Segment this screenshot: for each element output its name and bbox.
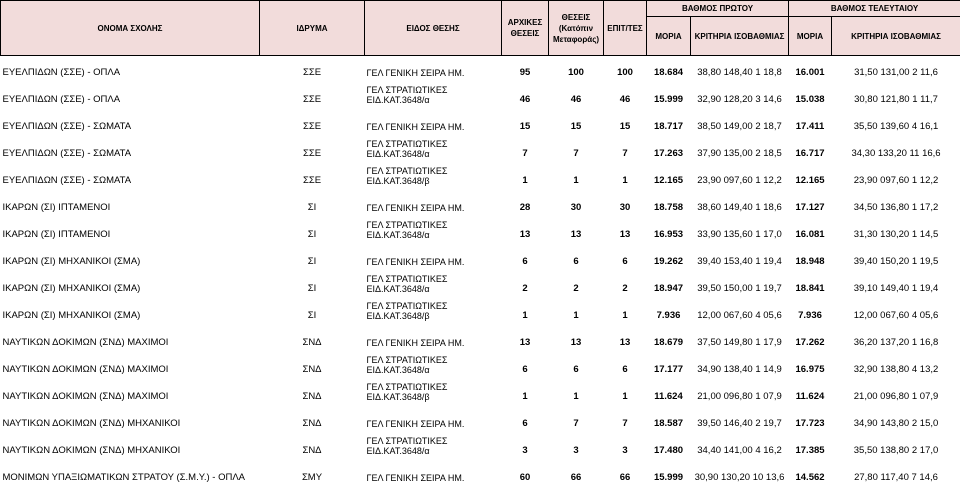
header-position-type: ΕΙΔΟΣ ΘΕΣΗΣ: [365, 1, 502, 56]
institution-cell: ΣΣΕ: [260, 159, 365, 186]
table-row: [1, 267, 960, 294]
position-type-line2: ΕΙΔ.ΚΑΤ.3648/α: [367, 365, 500, 375]
position-type-cell: [365, 375, 502, 402]
header-first-points: ΜΟΡΙΑ: [647, 17, 691, 56]
last-points-cell: 17.411: [789, 105, 832, 132]
first-points-cell: 18.947: [647, 267, 691, 294]
school-cell: ΕΥΕΛΠΙΔΩΝ (ΣΣΕ) - ΣΩΜΑΤΑ: [1, 105, 260, 132]
position-type-cell: [365, 294, 502, 321]
table-row: [1, 159, 960, 186]
first-tiebreak-cell: 39,40 153,40 1 19,4: [691, 240, 789, 267]
seats-after-cell: 66: [549, 456, 604, 483]
last-points-cell: 17.127: [789, 186, 832, 213]
header-seats-after: ΘΕΣΕΙΣ (Κατόπιν Μεταφοράς): [549, 1, 604, 56]
table-row: [1, 61, 960, 78]
position-type-cell: [365, 348, 502, 375]
school-cell: ΕΥΕΛΠΙΔΩΝ (ΣΣΕ) - ΣΩΜΑΤΑ: [1, 159, 260, 186]
position-type-line2: ΓΕΛ ΓΕΝΙΚΗ ΣΕΙΡΑ ΗΜ.: [367, 419, 500, 429]
header-last-tiebreak: ΚΡΙΤΗΡΙΑ ΙΣΟΒΑΘΜΙΑΣ: [832, 17, 960, 56]
institution-cell: ΣΣΕ: [260, 105, 365, 132]
first-tiebreak-cell: 32,90 128,20 3 14,6: [691, 78, 789, 105]
last-tiebreak-cell: 23,90 097,60 1 12,2: [832, 159, 960, 186]
first-points-cell: 18.717: [647, 105, 691, 132]
position-type-line1: ΓΕΛ ΣΤΡΑΤΙΩΤΙΚΕΣ: [367, 85, 500, 95]
initial-seats-cell: 6: [502, 240, 549, 267]
table-row: [1, 132, 960, 159]
table-row: [1, 321, 960, 348]
position-type-line2: ΓΕΛ ΓΕΝΙΚΗ ΣΕΙΡΑ ΗΜ.: [367, 257, 500, 267]
initial-seats-cell: 13: [502, 213, 549, 240]
initial-seats-cell: 6: [502, 402, 549, 429]
institution-cell: ΣΝΔ: [260, 348, 365, 375]
position-type-cell: [365, 429, 502, 456]
last-points-cell: 18.948: [789, 240, 832, 267]
seats-after-cell: 7: [549, 132, 604, 159]
table-row: [1, 402, 960, 429]
initial-seats-cell: 46: [502, 78, 549, 105]
seats-after-cell: 7: [549, 402, 604, 429]
header-institution: ΙΔΡΥΜΑ: [260, 1, 365, 56]
first-tiebreak-cell: 30,90 130,20 10 13,6: [691, 456, 789, 483]
first-points-cell: 18.679: [647, 321, 691, 348]
position-type-line2: ΕΙΔ.ΚΑΤ.3648/β: [367, 176, 500, 186]
first-tiebreak-cell: 33,90 135,60 1 17,0: [691, 213, 789, 240]
institution-cell: ΣΣΕ: [260, 78, 365, 105]
table-row: [1, 240, 960, 267]
first-points-cell: 17.177: [647, 348, 691, 375]
first-tiebreak-cell: 34,90 138,40 1 14,9: [691, 348, 789, 375]
last-tiebreak-cell: 39,10 149,40 1 19,4: [832, 267, 960, 294]
position-type-line1: ΓΕΛ ΣΤΡΑΤΙΩΤΙΚΕΣ: [367, 301, 500, 311]
header-first-tiebreak: ΚΡΙΤΗΡΙΑ ΙΣΟΒΑΘΜΙΑΣ: [691, 17, 789, 56]
first-points-cell: 15.999: [647, 456, 691, 483]
successful-cell: 1: [604, 294, 647, 321]
school-cell: ΙΚΑΡΩΝ (ΣΙ) ΙΠΤΑΜΕΝΟΙ: [1, 213, 260, 240]
institution-cell: ΣΣΕ: [260, 61, 365, 78]
position-type-line2: ΕΙΔ.ΚΑΤ.3648/α: [367, 284, 500, 294]
last-points-cell: 16.717: [789, 132, 832, 159]
position-type-line2: ΓΕΛ ΓΕΝΙΚΗ ΣΕΙΡΑ ΗΜ.: [367, 68, 500, 78]
institution-cell: ΣΜΥ: [260, 456, 365, 483]
seats-after-cell: 46: [549, 78, 604, 105]
successful-cell: 2: [604, 267, 647, 294]
last-tiebreak-cell: 21,00 096,80 1 07,9: [832, 375, 960, 402]
seats-after-cell: 1: [549, 375, 604, 402]
school-cell: ΕΥΕΛΠΙΔΩΝ (ΣΣΕ) - ΟΠΛΑ: [1, 78, 260, 105]
position-type-line2: ΕΙΔ.ΚΑΤ.3648/α: [367, 95, 500, 105]
first-points-cell: 15.999: [647, 78, 691, 105]
position-type-line2: ΕΙΔ.ΚΑΤ.3648/α: [367, 149, 500, 159]
position-type-line2: ΓΕΛ ΓΕΝΙΚΗ ΣΕΙΡΑ ΗΜ.: [367, 338, 500, 348]
last-tiebreak-cell: 30,80 121,80 1 11,7: [832, 78, 960, 105]
successful-cell: 13: [604, 321, 647, 348]
school-cell: ΙΚΑΡΩΝ (ΣΙ) ΙΠΤΑΜΕΝΟΙ: [1, 186, 260, 213]
last-tiebreak-cell: 32,90 138,80 4 13,2: [832, 348, 960, 375]
first-points-cell: 11.624: [647, 375, 691, 402]
table-row: [1, 213, 960, 240]
initial-seats-cell: 1: [502, 294, 549, 321]
successful-cell: 1: [604, 159, 647, 186]
seats-after-cell: 1: [549, 294, 604, 321]
last-points-cell: 12.165: [789, 159, 832, 186]
header-successful: ΕΠΙΤ/ΤΕΣ: [604, 1, 647, 56]
table-row: [1, 456, 960, 483]
table-row: [1, 105, 960, 132]
last-points-cell: 18.841: [789, 267, 832, 294]
position-type-line1: ΓΕΛ ΣΤΡΑΤΙΩΤΙΚΕΣ: [367, 139, 500, 149]
first-points-cell: 17.263: [647, 132, 691, 159]
position-type-cell: [365, 186, 502, 213]
initial-seats-cell: 60: [502, 456, 549, 483]
position-type-cell: [365, 159, 502, 186]
position-type-line1: ΓΕΛ ΣΤΡΑΤΙΩΤΙΚΕΣ: [367, 274, 500, 284]
last-points-cell: 16.081: [789, 213, 832, 240]
institution-cell: ΣΝΔ: [260, 321, 365, 348]
school-cell: ΝΑΥΤΙΚΩΝ ΔΟΚΙΜΩΝ (ΣΝΔ) ΜΗΧΑΝΙΚΟΙ: [1, 429, 260, 456]
position-type-cell: [365, 402, 502, 429]
last-tiebreak-cell: 34,50 136,80 1 17,2: [832, 186, 960, 213]
successful-cell: 6: [604, 240, 647, 267]
first-points-cell: 19.262: [647, 240, 691, 267]
institution-cell: ΣΝΔ: [260, 402, 365, 429]
seats-after-cell: 6: [549, 240, 604, 267]
institution-cell: ΣΣΕ: [260, 132, 365, 159]
first-tiebreak-cell: 38,60 149,40 1 18,6: [691, 186, 789, 213]
initial-seats-cell: 15: [502, 105, 549, 132]
first-tiebreak-cell: 39,50 146,40 2 19,7: [691, 402, 789, 429]
first-tiebreak-cell: 21,00 096,80 1 07,9: [691, 375, 789, 402]
first-points-cell: 18.684: [647, 61, 691, 78]
first-points-cell: 7.936: [647, 294, 691, 321]
first-tiebreak-cell: 34,40 141,00 4 16,2: [691, 429, 789, 456]
institution-cell: ΣΝΔ: [260, 375, 365, 402]
last-tiebreak-cell: 34,30 133,20 11 16,6: [832, 132, 960, 159]
successful-cell: 13: [604, 213, 647, 240]
first-tiebreak-cell: 12,00 067,60 4 05,6: [691, 294, 789, 321]
table-row: [1, 375, 960, 402]
table-row: [1, 429, 960, 456]
last-points-cell: 14.562: [789, 456, 832, 483]
header-initial-seats: ΑΡΧΙΚΕΣ ΘΕΣΕΙΣ: [502, 1, 549, 56]
successful-cell: 6: [604, 348, 647, 375]
successful-cell: 46: [604, 78, 647, 105]
successful-cell: 7: [604, 402, 647, 429]
last-points-cell: 17.385: [789, 429, 832, 456]
school-cell: ΕΥΕΛΠΙΔΩΝ (ΣΣΕ) - ΣΩΜΑΤΑ: [1, 132, 260, 159]
first-tiebreak-cell: 37,50 149,80 1 17,9: [691, 321, 789, 348]
last-points-cell: 11.624: [789, 375, 832, 402]
table-row: [1, 348, 960, 375]
position-type-cell: [365, 321, 502, 348]
first-points-cell: 16.953: [647, 213, 691, 240]
initial-seats-cell: 7: [502, 132, 549, 159]
initial-seats-cell: 95: [502, 61, 549, 78]
successful-cell: 3: [604, 429, 647, 456]
successful-cell: 30: [604, 186, 647, 213]
last-points-cell: 15.038: [789, 78, 832, 105]
position-type-cell: [365, 78, 502, 105]
school-cell: ΜΟΝΙΜΩΝ ΥΠΑΞΙΩΜΑΤΙΚΩΝ ΣΤΡΑΤΟΥ (Σ.Μ.Υ.) - ΟΠΛΑ: [1, 456, 260, 483]
initial-seats-cell: 2: [502, 267, 549, 294]
position-type-line2: ΓΕΛ ΓΕΝΙΚΗ ΣΕΙΡΑ ΗΜ.: [367, 122, 500, 132]
school-cell: ΝΑΥΤΙΚΩΝ ΔΟΚΙΜΩΝ (ΣΝΔ) ΜΗΧΑΝΙΚΟΙ: [1, 402, 260, 429]
position-type-line2: ΕΙΔ.ΚΑΤ.3648/β: [367, 311, 500, 321]
school-cell: ΙΚΑΡΩΝ (ΣΙ) ΜΗΧΑΝΙΚΟΙ (ΣΜΑ): [1, 294, 260, 321]
initial-seats-cell: 28: [502, 186, 549, 213]
position-type-line2: ΕΙΔ.ΚΑΤ.3648/α: [367, 446, 500, 456]
first-tiebreak-cell: 38,50 149,00 2 18,7: [691, 105, 789, 132]
last-points-cell: 16.001: [789, 61, 832, 78]
position-type-cell: [365, 132, 502, 159]
last-tiebreak-cell: 34,90 143,80 2 15,0: [832, 402, 960, 429]
position-type-line2: ΕΙΔ.ΚΑΤ.3648/α: [367, 230, 500, 240]
header-last-grade: ΒΑΘΜΟΣ ΤΕΛΕΥΤΑΙΟΥ: [789, 1, 960, 17]
first-tiebreak-cell: 23,90 097,60 1 12,2: [691, 159, 789, 186]
successful-cell: 7: [604, 132, 647, 159]
header-last-points: ΜΟΡΙΑ: [789, 17, 832, 56]
initial-seats-cell: 1: [502, 375, 549, 402]
last-tiebreak-cell: 39,40 150,20 1 19,5: [832, 240, 960, 267]
position-type-line1: ΓΕΛ ΣΤΡΑΤΙΩΤΙΚΕΣ: [367, 382, 500, 392]
last-points-cell: 17.723: [789, 402, 832, 429]
position-type-line1: ΓΕΛ ΣΤΡΑΤΙΩΤΙΚΕΣ: [367, 166, 500, 176]
position-type-cell: [365, 61, 502, 78]
last-tiebreak-cell: 12,00 067,60 4 05,6: [832, 294, 960, 321]
seats-after-cell: 2: [549, 267, 604, 294]
successful-cell: 66: [604, 456, 647, 483]
position-type-cell: [365, 267, 502, 294]
last-tiebreak-cell: 27,80 117,40 7 14,6: [832, 456, 960, 483]
position-type-line1: ΓΕΛ ΣΤΡΑΤΙΩΤΙΚΕΣ: [367, 220, 500, 230]
first-points-cell: 12.165: [647, 159, 691, 186]
last-tiebreak-cell: 35,50 139,60 4 16,1: [832, 105, 960, 132]
seats-after-cell: 6: [549, 348, 604, 375]
first-tiebreak-cell: 39,50 150,00 1 19,7: [691, 267, 789, 294]
school-cell: ΙΚΑΡΩΝ (ΣΙ) ΜΗΧΑΝΙΚΟΙ (ΣΜΑ): [1, 240, 260, 267]
seats-after-cell: 15: [549, 105, 604, 132]
first-tiebreak-cell: 37,90 135,00 2 18,5: [691, 132, 789, 159]
institution-cell: ΣΙ: [260, 240, 365, 267]
position-type-line1: ΓΕΛ ΣΤΡΑΤΙΩΤΙΚΕΣ: [367, 355, 500, 365]
position-type-cell: [365, 456, 502, 483]
table-row: [1, 78, 960, 105]
successful-cell: 100: [604, 61, 647, 78]
seats-after-cell: 30: [549, 186, 604, 213]
position-type-line1: ΓΕΛ ΣΤΡΑΤΙΩΤΙΚΕΣ: [367, 436, 500, 446]
school-cell: ΕΥΕΛΠΙΔΩΝ (ΣΣΕ) - ΟΠΛΑ: [1, 61, 260, 78]
initial-seats-cell: 13: [502, 321, 549, 348]
first-points-cell: 18.758: [647, 186, 691, 213]
seats-after-cell: 100: [549, 61, 604, 78]
initial-seats-cell: 3: [502, 429, 549, 456]
last-points-cell: 7.936: [789, 294, 832, 321]
institution-cell: ΣΙ: [260, 267, 365, 294]
header-first-grade: ΒΑΘΜΟΣ ΠΡΩΤΟΥ: [647, 1, 789, 17]
school-cell: ΝΑΥΤΙΚΩΝ ΔΟΚΙΜΩΝ (ΣΝΔ) ΜΑΧΙΜΟΙ: [1, 348, 260, 375]
first-tiebreak-cell: 38,80 148,40 1 18,8: [691, 61, 789, 78]
last-points-cell: 16.975: [789, 348, 832, 375]
first-points-cell: 18.587: [647, 402, 691, 429]
position-type-line2: ΓΕΛ ΓΕΝΙΚΗ ΣΕΙΡΑ ΗΜ.: [367, 203, 500, 213]
last-tiebreak-cell: 31,30 130,20 1 14,5: [832, 213, 960, 240]
institution-cell: ΣΝΔ: [260, 429, 365, 456]
first-points-cell: 17.480: [647, 429, 691, 456]
seats-after-cell: 1: [549, 159, 604, 186]
table-row: [1, 186, 960, 213]
school-cell: ΝΑΥΤΙΚΩΝ ΔΟΚΙΜΩΝ (ΣΝΔ) ΜΑΧΙΜΟΙ: [1, 321, 260, 348]
successful-cell: 15: [604, 105, 647, 132]
seats-after-cell: 13: [549, 213, 604, 240]
position-type-cell: [365, 213, 502, 240]
initial-seats-cell: 6: [502, 348, 549, 375]
position-type-cell: [365, 105, 502, 132]
position-type-line2: ΕΙΔ.ΚΑΤ.3648/β: [367, 392, 500, 402]
table-row: [1, 294, 960, 321]
seats-after-cell: 13: [549, 321, 604, 348]
header-school: ΟΝΟΜΑ ΣΧΟΛΗΣ: [1, 1, 260, 56]
last-points-cell: 17.262: [789, 321, 832, 348]
seats-after-cell: 3: [549, 429, 604, 456]
last-tiebreak-cell: 31,50 131,00 2 11,6: [832, 61, 960, 78]
successful-cell: 1: [604, 375, 647, 402]
initial-seats-cell: 1: [502, 159, 549, 186]
school-cell: ΙΚΑΡΩΝ (ΣΙ) ΜΗΧΑΝΙΚΟΙ (ΣΜΑ): [1, 267, 260, 294]
school-cell: ΝΑΥΤΙΚΩΝ ΔΟΚΙΜΩΝ (ΣΝΔ) ΜΑΧΙΜΟΙ: [1, 375, 260, 402]
last-tiebreak-cell: 35,50 138,80 2 17,0: [832, 429, 960, 456]
last-tiebreak-cell: 36,20 137,20 1 16,8: [832, 321, 960, 348]
position-type-line2: ΓΕΛ ΓΕΝΙΚΗ ΣΕΙΡΑ ΗΜ.: [367, 473, 500, 483]
institution-cell: ΣΙ: [260, 294, 365, 321]
institution-cell: ΣΙ: [260, 213, 365, 240]
position-type-cell: [365, 240, 502, 267]
institution-cell: ΣΙ: [260, 186, 365, 213]
